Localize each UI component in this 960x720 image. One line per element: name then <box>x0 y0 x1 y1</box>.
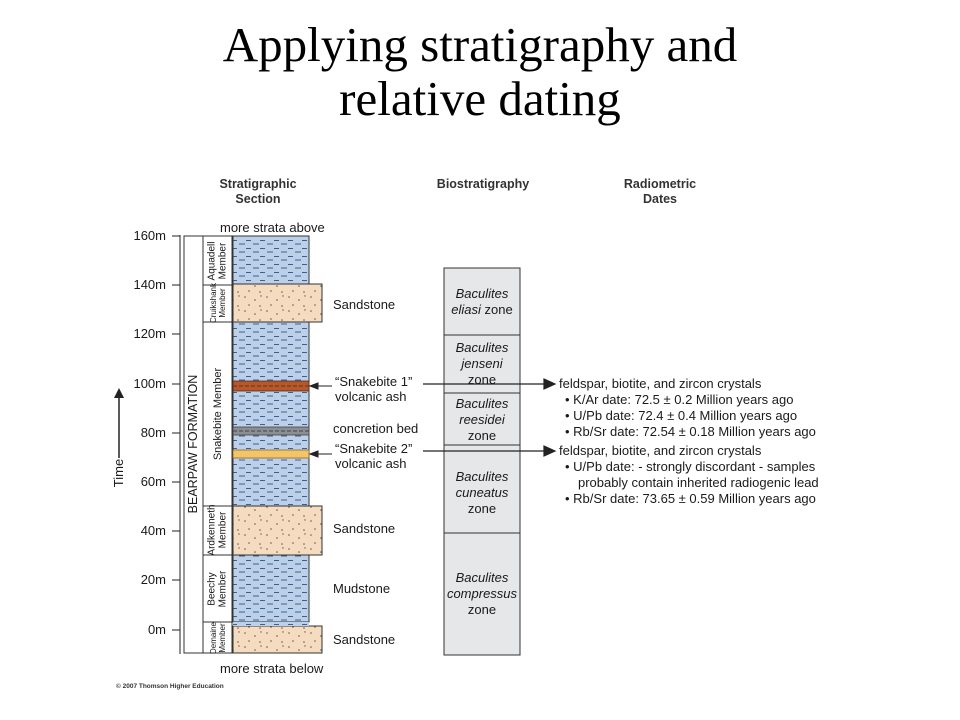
ash-leaders <box>310 383 332 457</box>
time-axis <box>111 235 180 654</box>
radiometric-group-1-item-3: • Rb/Sr date: 72.54 ± 0.18 Million years ago <box>565 424 816 439</box>
zone-jenseni-species: jenseni <box>461 356 503 371</box>
member-aquadell-name: Aquadell <box>206 241 218 281</box>
biostratigraphy-header: Biostratigraphy <box>436 177 530 191</box>
zone-label-eliasi <box>446 286 518 318</box>
member-demaine <box>209 622 227 654</box>
zone-label-jenseni <box>446 340 518 388</box>
more-strata-above: more strata above <box>220 220 325 235</box>
stratigraphic-header-line-2: Section <box>235 192 281 206</box>
member-demaine-suffix: Member <box>218 623 227 653</box>
snakebite-2-arrow <box>310 451 318 457</box>
zone-compressus-suffix: zone <box>467 602 497 617</box>
title-line-1: Applying stratigraphy and <box>222 17 738 72</box>
zone-compressus-genus: Baculites <box>455 570 509 585</box>
stratigraphic-column <box>233 236 322 653</box>
zone-eliasi-species: eliasi <box>451 302 481 317</box>
axis-label-60m: 60m <box>140 474 166 489</box>
axis-label-0m: 0m <box>147 622 166 637</box>
layer-mudstone <box>233 555 309 622</box>
axis-label-160m: 160m <box>133 228 166 243</box>
upb-date-2: U/Pb date: - strongly discordant - samples <box>573 459 816 474</box>
zone-eliasi-genus: Baculites <box>455 286 509 301</box>
formation-label: BEARPAW FORMATION <box>186 374 200 514</box>
radiometric-group-1-item-2: • U/Pb date: 72.4 ± 0.4 Million years ago <box>565 408 798 423</box>
radiometric-group-2-item-1: • U/Pb date: - strongly discordant - samples <box>565 459 816 474</box>
zone-reesidei-genus: Baculites <box>455 396 509 411</box>
zone-reesidei-species: reesidei <box>459 412 505 427</box>
zone-jenseni-suffix: zone <box>467 372 497 387</box>
zone-label-cuneatus <box>446 469 518 517</box>
layer-snakebite-2-ash <box>233 450 309 458</box>
zone-reesidei-suffix: zone <box>467 428 497 443</box>
member-ardkenneth-suffix: Member <box>217 511 228 549</box>
upb-date-1: U/Pb date: 72.4 ± 0.4 Million years ago <box>573 408 798 423</box>
member-demaine-name: Demaine <box>209 621 218 655</box>
label-sandstone-mid: Sandstone <box>333 521 396 536</box>
label-snakebite-2 <box>335 441 412 471</box>
member-beechy <box>208 571 229 608</box>
snakebite-1-arrow <box>310 383 318 389</box>
axis-label-20m: 20m <box>140 572 166 587</box>
title-line-2: relative dating <box>339 71 621 126</box>
member-cruikshank <box>209 283 227 323</box>
label-snakebite-1 <box>335 374 412 404</box>
radiometric-group-2-item-2: • Rb/Sr date: 73.65 ± 0.59 Million years ago <box>565 491 816 506</box>
member-beechy-name: Beechy <box>206 572 218 606</box>
zone-eliasi-suffix: zone <box>484 302 513 317</box>
zone-label-compressus <box>446 570 518 618</box>
more-strata-below: more strata below <box>220 661 324 676</box>
zone-cuneatus-genus: Baculites <box>455 469 509 484</box>
zone-compressus-species: compressus <box>446 586 518 601</box>
zone-label-reesidei <box>446 396 518 444</box>
label-mudstone: Mudstone <box>333 581 391 596</box>
zone-cuneatus-species: cuneatus <box>455 485 509 500</box>
axis-label-120m: 120m <box>133 326 166 341</box>
stratigraphic-header-line-1: Stratigraphic <box>219 177 297 191</box>
axis-label-80m: 80m <box>140 425 166 440</box>
snakebite-2-name: “Snakebite 2” <box>335 441 413 456</box>
layer-sandstone-mid <box>233 506 322 555</box>
layer-aquadell-mudstone <box>233 236 309 284</box>
axis-label-100m: 100m <box>133 376 166 391</box>
axis-label-140m: 140m <box>133 277 166 292</box>
label-sandstone-top: Sandstone <box>333 297 396 312</box>
axis-label-40m: 40m <box>140 523 166 538</box>
radiometric-group-2-heading: feldspar, biotite, and zircon crystals <box>559 443 762 458</box>
rbsr-date-2: Rb/Sr date: 73.65 ± 0.59 Million years ago <box>573 491 816 506</box>
radiometric-header-line-2: Dates <box>642 192 678 206</box>
kar-date: K/Ar date: 72.5 ± 0.2 Million years ago <box>573 392 794 407</box>
member-cruikshank-suffix: Member <box>218 288 227 318</box>
zone-cuneatus-suffix: zone <box>467 501 497 516</box>
member-aquadell-suffix: Member <box>217 242 228 280</box>
label-concretion-bed: concretion bed <box>333 421 419 436</box>
arrow-group-2 <box>544 446 555 456</box>
radiometric-group-2-item-1-cont: probably contain inherited radiogenic lead <box>578 475 819 490</box>
radiometric-header-line-1: Radiometric <box>623 177 697 191</box>
layer-snakebite-mudstone <box>233 322 309 506</box>
layer-sandstone-top <box>233 284 322 322</box>
copyright-notice: © 2007 Thomson Higher Education <box>116 683 224 690</box>
radiometric-group-1-heading: feldspar, biotite, and zircon crystals <box>559 376 762 391</box>
layer-sandstone-bottom <box>233 626 322 653</box>
member-cruikshank-name: Cruikshank <box>209 282 218 324</box>
arrow-group-1 <box>544 379 555 389</box>
snakebite-1-name: “Snakebite 1” <box>335 374 413 389</box>
snakebite-2-desc: volcanic ash <box>335 456 407 471</box>
snakebite-1-desc: volcanic ash <box>335 389 407 404</box>
member-aquadell <box>208 242 229 281</box>
rbsr-date-1: Rb/Sr date: 72.54 ± 0.18 Million years ago <box>573 424 816 439</box>
time-axis-label: Time <box>111 458 126 488</box>
member-beechy-suffix: Member <box>217 570 228 608</box>
member-snakebite: Snakebite Member <box>212 367 224 461</box>
label-sandstone-bottom: Sandstone <box>333 632 396 647</box>
radiometric-group-1-item-1: • K/Ar date: 72.5 ± 0.2 Million years ago <box>565 392 794 407</box>
member-ardkenneth <box>208 504 229 555</box>
member-ardkenneth-name: Ardkenneth <box>206 504 218 556</box>
zone-jenseni-genus: Baculites <box>455 340 509 355</box>
